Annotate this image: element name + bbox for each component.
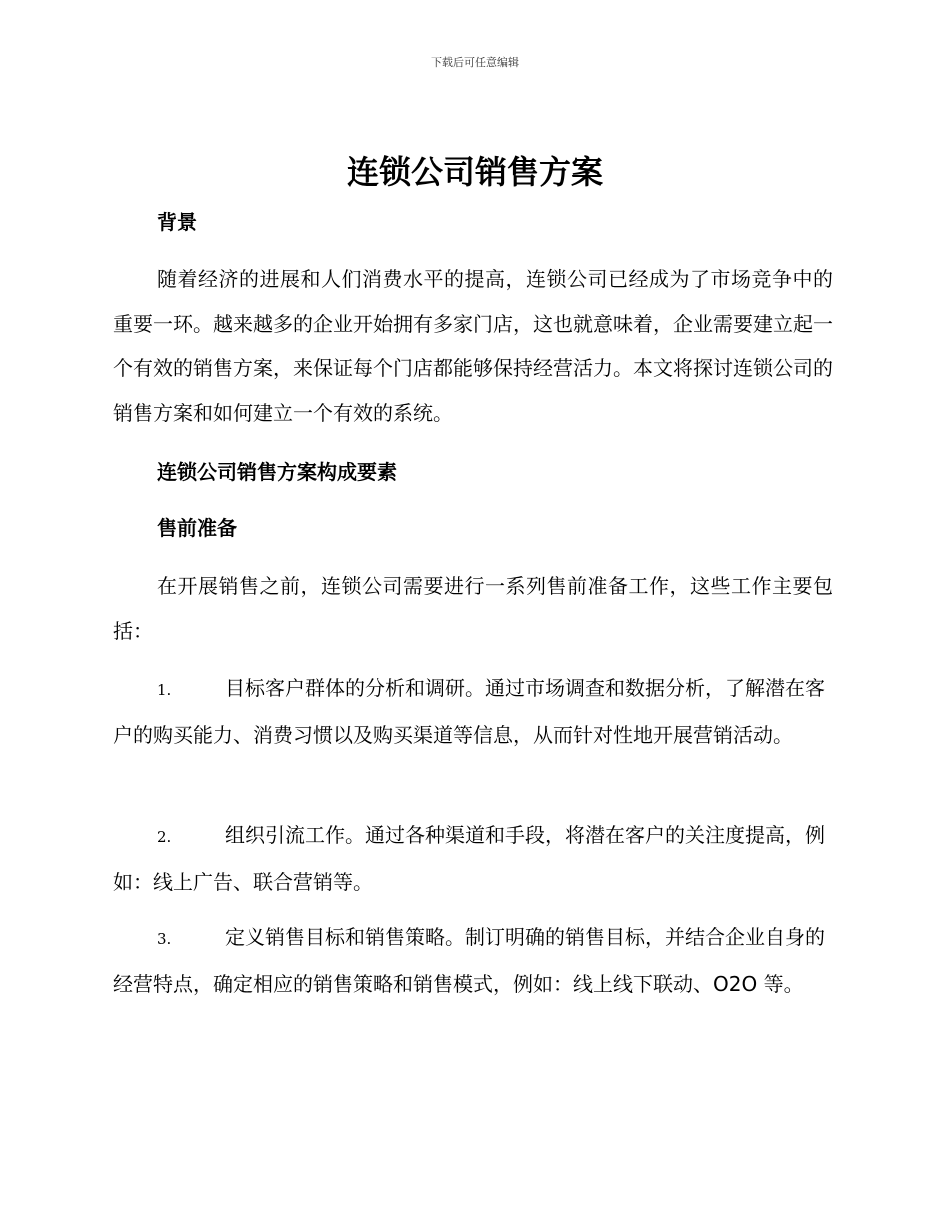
page-header-note: 下载后可任意编辑 xyxy=(431,56,519,69)
section-heading-presale: 售前准备 xyxy=(157,516,237,540)
list-item-text: 目标客户群体的分析和调研。通过市场调查和数据分析，了解潜在客户的购买能力、消费习惯以及购买渠道等信息，从而针对性地开展营销活动。 xyxy=(113,676,825,747)
section-heading-elements: 连锁公司销售方案构成要素 xyxy=(157,460,397,484)
presale-paragraph: 在开展销售之前，连锁公司需要进行一系列售前准备工作，这些工作主要包括： xyxy=(113,574,833,643)
section-heading-background: 背景 xyxy=(157,210,197,234)
list-item-text: 定义销售目标和销售策略。制订明确的销售目标，并结合企业自身的经营特点，确定相应的销售策略和销售模式，例如：线上线下联动、O2O 等。 xyxy=(113,925,825,996)
list-item-number: 3. xyxy=(157,930,172,948)
list-item xyxy=(113,666,833,757)
list-item-number: 1. xyxy=(157,681,172,699)
list-item-number: 2. xyxy=(157,828,172,846)
document-title: 连锁公司销售方案 xyxy=(346,153,603,191)
background-paragraph: 随着经济的进展和人们消费水平的提高，连锁公司已经成为了市场竞争中的重要一环。越来越多的企业开始拥有多家门店，这也就意味着，企业需要建立起一个有效的销售方案，来保证每个门店都能够保持经营活力。本文将探讨连锁公司的销售方案和如何建立一个有效的系统。 xyxy=(113,267,833,425)
list-item xyxy=(113,813,833,904)
list-item xyxy=(113,915,833,1006)
list-item-text: 组织引流工作。通过各种渠道和手段，将潜在客户的关注度提高，例如：线上广告、联合营销等。 xyxy=(113,823,825,894)
